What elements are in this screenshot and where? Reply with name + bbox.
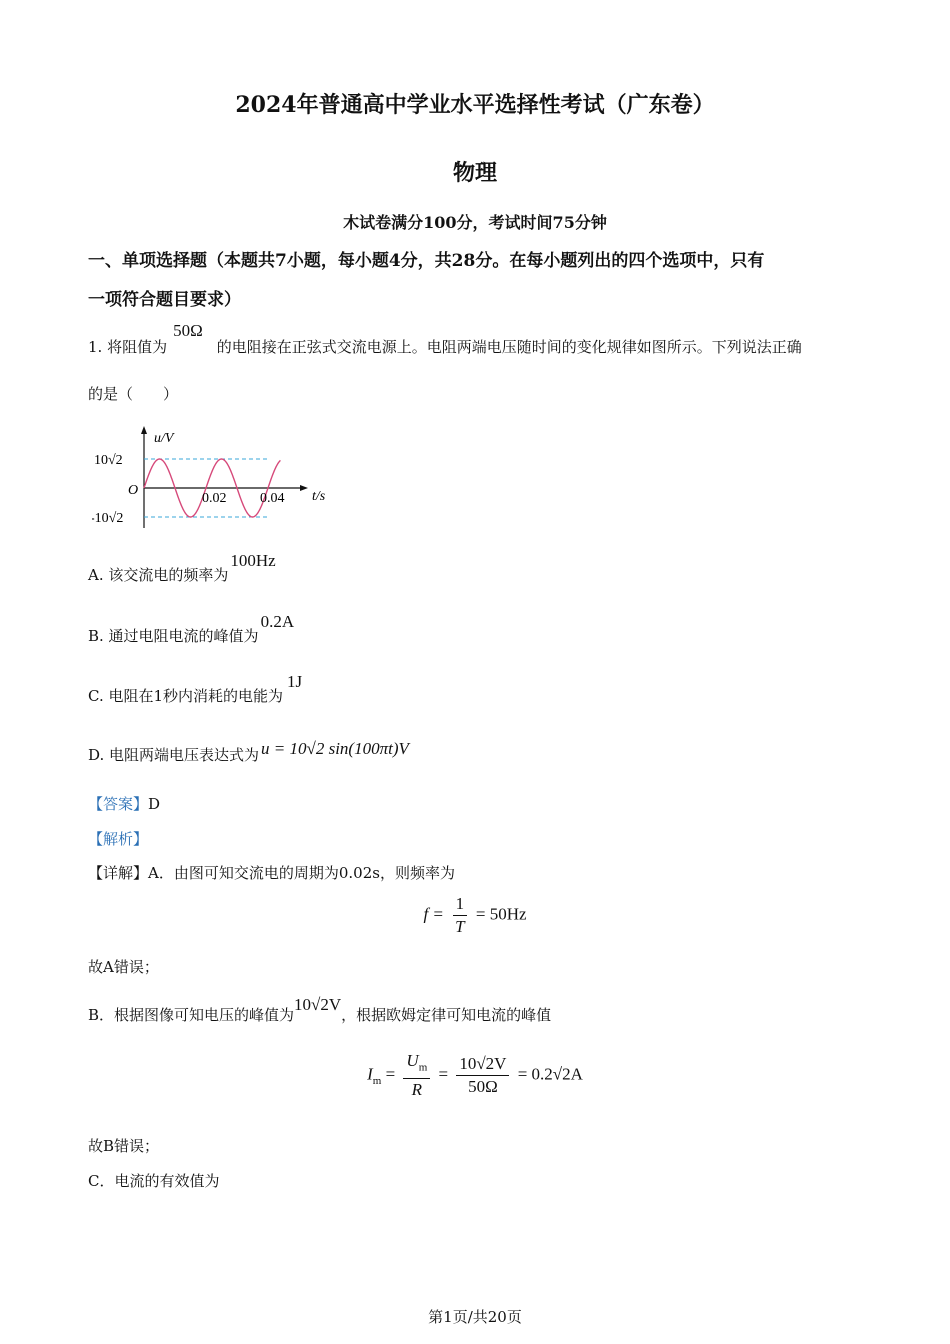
question-1-suffix: 的电阻接在正弦式交流电源上。电阻两端电压随时间的变化规律如图所示。下列说法正确 [216, 338, 802, 356]
fraction-denominator: T [455, 917, 465, 936]
formula-f-rhs: = 50Hz [475, 904, 527, 924]
detail-b [88, 995, 552, 1025]
option-b [88, 612, 295, 646]
detail-b-conclusion: 故B错误； [88, 1137, 160, 1155]
answer-line [88, 793, 160, 814]
x-tick-label: 0.04 [260, 491, 285, 506]
voltage-time-chart [92, 424, 332, 534]
detail-a [88, 862, 455, 883]
detail-b-peak: 10√2V [294, 995, 342, 1014]
answer-value: D [148, 795, 161, 813]
section-heading-cont: 一项符合题目要求） [88, 290, 241, 310]
fraction-denominator: R [411, 1080, 423, 1100]
fraction-numerator: 10√2V [456, 1053, 509, 1076]
exam-info: 木试卷满分100分，考试时间75分钟 [343, 213, 607, 232]
option-d-label: D. 电阻两端电压表达式为 [88, 746, 260, 764]
chart-svg [92, 424, 332, 534]
question-1-stem-cont: 的是（ ） [88, 385, 179, 403]
detail-a-text: A．由图可知交流电的周期为0.02s，则频率为 [148, 864, 455, 882]
fraction-numerator [403, 1050, 430, 1079]
x-axis-arrow [300, 485, 308, 491]
fraction-numerator: 1 [453, 893, 468, 916]
formula-i-sub: m [372, 1074, 382, 1087]
detail-a-conclusion: 故A错误； [88, 958, 159, 976]
subject-title: 物理 [452, 160, 497, 186]
option-a [88, 551, 276, 585]
fraction-u: U [406, 1051, 419, 1070]
section-heading: 一、单项选择题（本题共7小题，每小题4分，共28分。在每小题列出的四个选项中，只有 [88, 251, 765, 271]
formula-f-lhs: f = [423, 904, 444, 924]
option-b-value: 0.2A [260, 612, 295, 631]
analysis-tag: 【解析】 [88, 830, 149, 848]
y-axis-label: u/V [154, 431, 174, 446]
y-tick-label: 10√2 [94, 453, 123, 468]
option-d [88, 739, 409, 765]
fraction-1-over-t [452, 893, 467, 938]
option-c [88, 672, 303, 706]
y-axis-arrow [141, 426, 147, 434]
detail-tag: 【详解】 [88, 864, 149, 882]
current-peak-formula: $I_m$ = $\frac{U_m}{R}$ = $\frac{10√2V}{50\Omega}$ = 0.2√2A [367, 1051, 583, 1100]
answer-tag: 【答案】 [88, 795, 149, 813]
option-c-label: C. 电阻在1秒内消耗的电能为 [88, 687, 284, 705]
option-d-value: u = 10√2 sin(100πt)V [261, 739, 409, 758]
page-number: 第1页/共20页 [428, 1308, 522, 1326]
exam-title: 2024年普通高中学业水平选择性考试（广东卷） [235, 92, 715, 118]
fraction-u-over-r [403, 1050, 430, 1101]
question-1-stem [88, 321, 802, 357]
resistance-value: 50Ω [173, 321, 203, 340]
frequency-formula [0, 893, 950, 938]
detail-b-prefix: B．根据图像可知电压的峰值为 [88, 1006, 295, 1024]
detail-c: C．电流的有效值为 [88, 1172, 220, 1190]
origin-label: O [128, 483, 139, 498]
fraction-u-sub: m [418, 1061, 428, 1074]
detail-b-suffix: ，根据欧姆定律可知电流的峰值 [341, 1006, 552, 1024]
fraction-denominator: 50Ω [468, 1077, 498, 1097]
x-axis-label: t/s [312, 489, 326, 504]
fraction-values [456, 1053, 509, 1098]
y-tick-label: -10√2 [92, 511, 124, 526]
option-a-label: A. 该交流电的频率为 [88, 566, 229, 584]
option-c-value: 1J [287, 672, 303, 691]
option-a-value: 100Hz [230, 551, 276, 570]
option-b-label: B. 通过电阻电流的峰值为 [88, 627, 259, 645]
formula-i-lhs: I [367, 1064, 373, 1084]
x-tick-label: 0.02 [202, 491, 227, 506]
formula-i-rhs: = 0.2√2A [517, 1064, 583, 1084]
question-1-prefix: 1. 将阻值为 [88, 338, 168, 356]
